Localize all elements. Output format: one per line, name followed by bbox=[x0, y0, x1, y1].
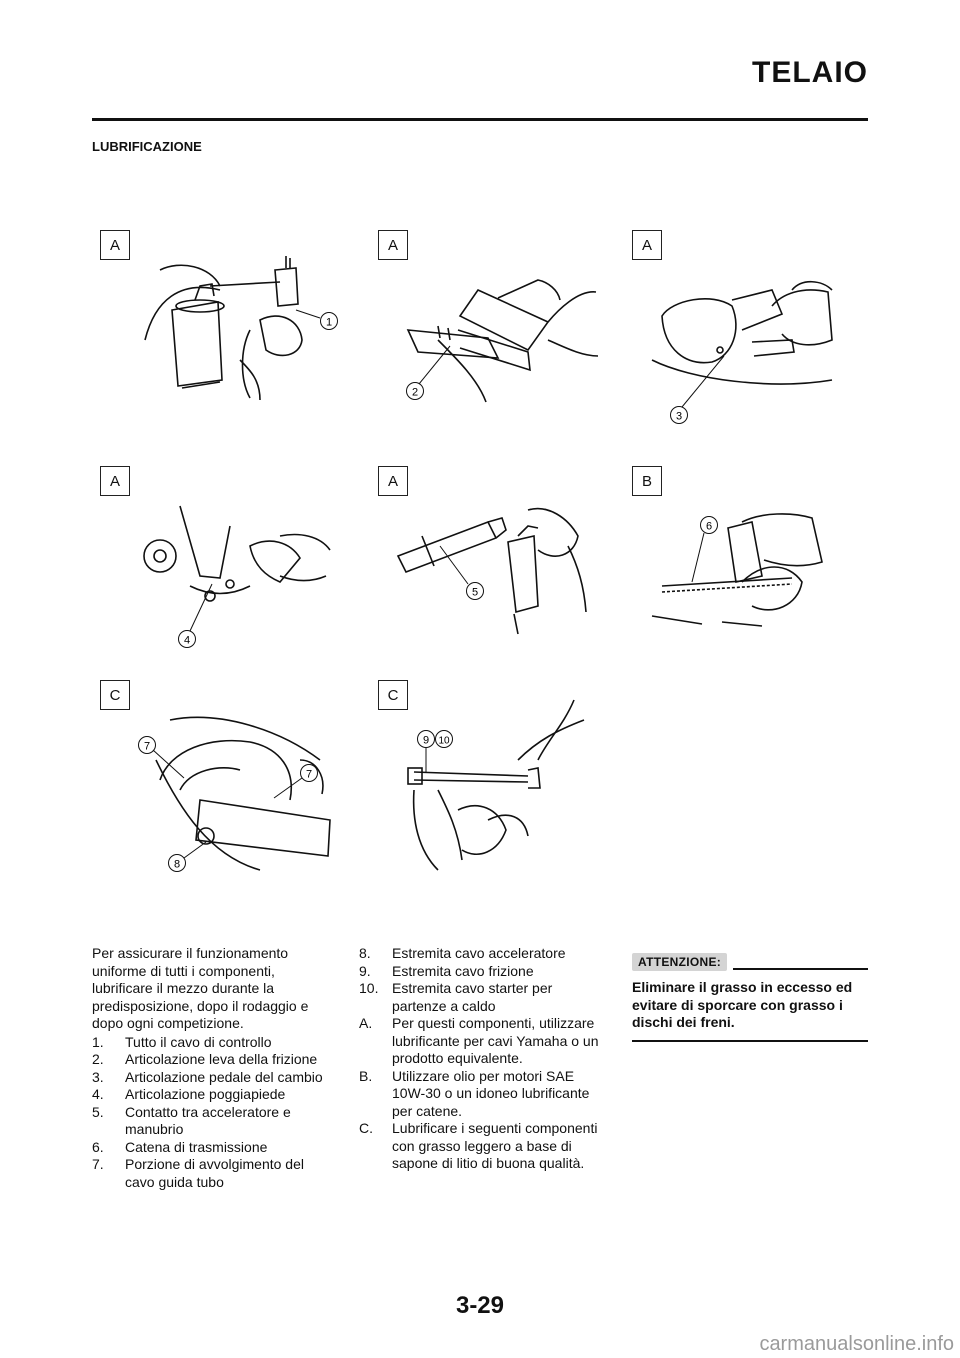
figure-clutch-cable-end bbox=[378, 680, 608, 880]
list-item: C. Lubrificare i seguenti componenti con grasso leggero a base di sapone di litio di buona qualità. bbox=[359, 1120, 598, 1171]
figure-letter-label: A bbox=[632, 230, 662, 260]
figure-clutch-lever bbox=[378, 230, 608, 420]
list-item: 3. Articolazione pedale del cambio bbox=[92, 1068, 323, 1085]
callout-number: 9 bbox=[422, 734, 430, 747]
footrest-illustration bbox=[100, 466, 340, 656]
figure-shift-pedal bbox=[632, 230, 862, 423]
callout-number: 2 bbox=[411, 386, 419, 399]
section-title: LUBRIFICAZIONE bbox=[92, 139, 202, 154]
list-item: 6. Catena di trasmissione bbox=[92, 1138, 268, 1155]
figure-throttle-cable-end bbox=[100, 680, 340, 880]
caution-box bbox=[632, 953, 868, 1042]
list-item: 10. Estremita cavo starter per partenze a caldo bbox=[359, 980, 553, 1014]
figure-letter-label: A bbox=[100, 466, 130, 496]
list-item: 8. Estremita cavo acceleratore bbox=[359, 945, 566, 961]
shift-pedal-illustration bbox=[632, 230, 862, 420]
callout-number: 3 bbox=[675, 410, 683, 423]
callout-number: 4 bbox=[183, 634, 191, 647]
list-item: 9. Estremita cavo frizione bbox=[359, 962, 534, 979]
caution-text: Eliminare il grasso in eccesso ed evitare di sporcare con grasso i dischi dei freni. bbox=[632, 979, 853, 1030]
figure-footrest bbox=[100, 466, 340, 656]
callout-number: 1 bbox=[325, 316, 333, 329]
callout-number: 8 bbox=[173, 858, 181, 871]
caution-rule bbox=[733, 968, 868, 970]
list-item: 7. Porzione di avvolgimento del cavo guida tubo bbox=[92, 1156, 304, 1190]
figure-drive-chain bbox=[632, 466, 862, 656]
clutch-cable-end-illustration bbox=[378, 680, 608, 880]
list-item: 1. Tutto il cavo di controllo bbox=[92, 1033, 272, 1050]
figure-letter-label: A bbox=[100, 230, 130, 260]
figure-cable-lubrication bbox=[100, 230, 350, 420]
figure-letter-label: A bbox=[378, 230, 408, 260]
throttle-grip-illustration bbox=[378, 466, 608, 656]
figure-letter-label: A bbox=[378, 466, 408, 496]
watermark: carmanualsonline.info bbox=[759, 1333, 954, 1355]
text-column-left bbox=[92, 945, 330, 1191]
callout-number: 5 bbox=[471, 586, 479, 599]
drive-chain-illustration bbox=[632, 466, 862, 656]
list-item: 2. Articolazione leva della frizione bbox=[92, 1051, 318, 1067]
list-item: 5. Contatto tra acceleratore e manubrio bbox=[92, 1103, 291, 1137]
list-item: B. Utilizzare olio per motori SAE 10W-30 o un idoneo lubrificante per catene. bbox=[359, 1067, 590, 1119]
intro-paragraph: Per assicurare il funzionamento uniforme di tutti i componenti, lubrificare il mezzo durante la predisposizione, dopo il rodaggio e dopo ogni competizione. bbox=[92, 945, 309, 1031]
text-column-middle bbox=[359, 945, 599, 1173]
list-item: A. Per questi componenti, utilizzare lubrificante per cavi Yamaha o un prodotto equivalente. bbox=[359, 1015, 599, 1066]
figure-letter-label: C bbox=[100, 680, 130, 710]
callout-number: 7 bbox=[143, 740, 151, 753]
cable-lubrication-illustration bbox=[100, 230, 350, 420]
header-rule bbox=[92, 118, 868, 121]
page-number: 3-29 bbox=[455, 1292, 505, 1319]
list-item: 4. Articolazione poggiapiede bbox=[92, 1086, 286, 1102]
figure-letter-label: C bbox=[378, 680, 408, 710]
caution-bottom-rule bbox=[632, 1040, 868, 1042]
callout-number: 6 bbox=[705, 520, 713, 533]
callout-number: 10 bbox=[438, 735, 450, 747]
figure-letter-label: B bbox=[632, 466, 662, 496]
figure-throttle-grip bbox=[378, 466, 608, 656]
caution-label: ATTENZIONE: bbox=[632, 953, 727, 971]
callout-number: 7 bbox=[305, 768, 313, 781]
page-header-title: TELAIO bbox=[752, 56, 868, 89]
